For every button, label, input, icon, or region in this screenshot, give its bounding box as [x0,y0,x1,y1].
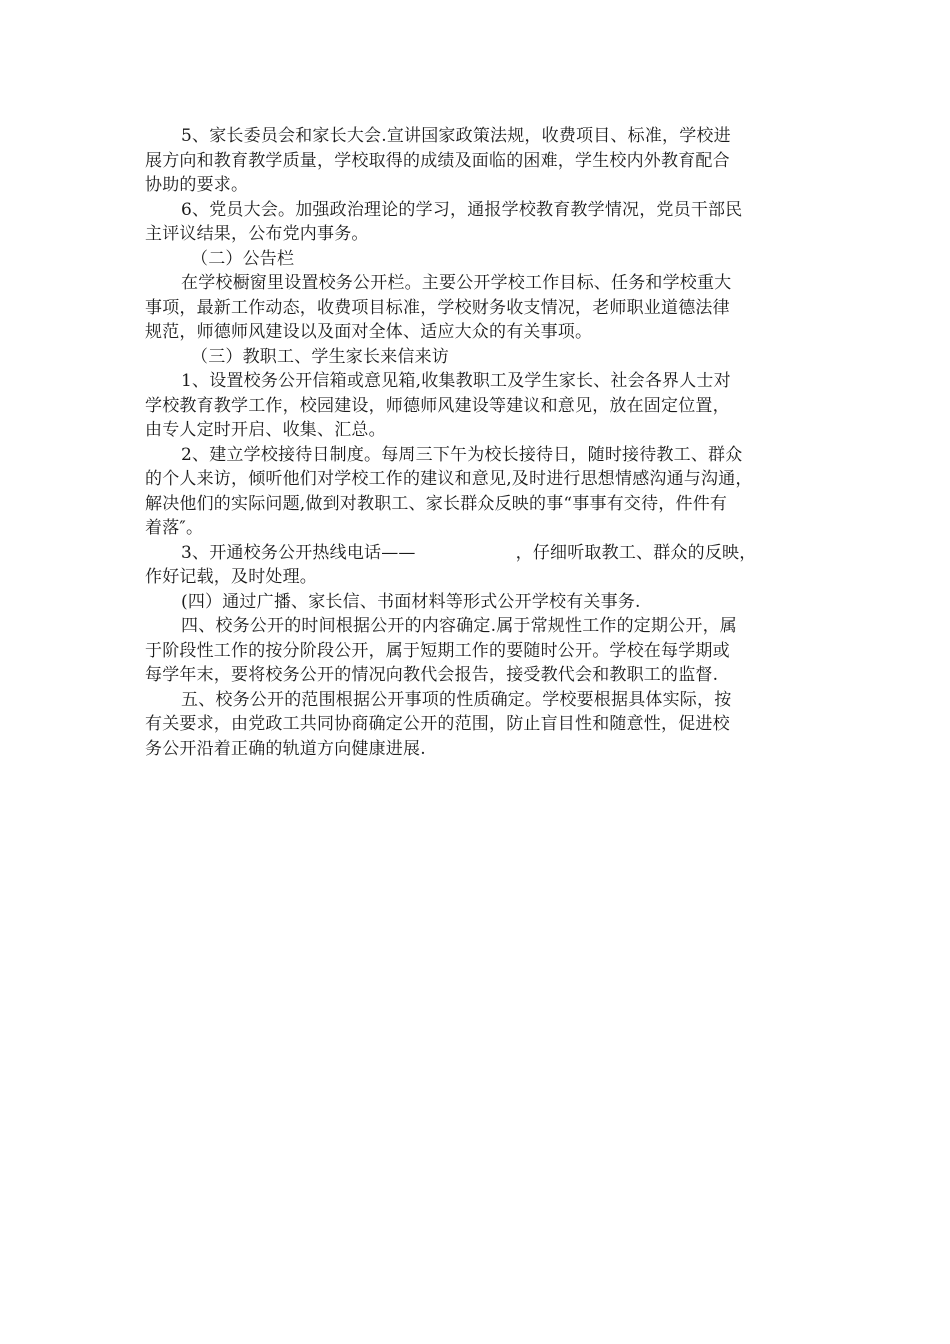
paragraph-line: 6、党员大会。加强政治理论的学习，通报学校教育教学情况，党员干部民 [181,199,743,220]
paragraph-line: 每学年末，要将校务公开的情况向教代会报告，接受教代会和教职工的监督. [145,665,719,685]
paragraph-line: 有关要求，由党政工共同协商确定公开的范围，防止盲目性和随意性，促进校 [145,714,730,734]
paragraph-line: 四、校务公开的时间根据公开的内容确定.属于常规性工作的定期公开，属 [181,616,738,636]
hotline-label: 3、开通校务公开热线电话—— [181,542,416,563]
paragraph-line: (四）通过广播、家长信、书面材料等形式公开学校有关事务. [181,591,641,612]
document-body [145,124,815,761]
paragraph-line: 学校教育教学工作，校园建设，师德师风建设等建议和意见，放在固定位置， [145,395,730,416]
paragraph-line: 五、校务公开的范围根据公开事项的性质确定。学校要根据具体实际，按 [181,689,732,710]
section-heading: （二）公告栏 [191,248,295,269]
section-heading: （三）教职工、学生家长来信来访 [191,346,449,367]
paragraph-line: 的个人来访，倾听他们对学校工作的建议和意见,及时进行思想情感沟通与沟通， [145,469,753,489]
paragraph-line: 1、设置校务公开信箱或意见箱,收集教职工及学生家长、社会各界人士对 [181,371,731,391]
paragraph-line: 5、家长委员会和家长大会.宣讲国家政策法规，收费项目、标准，学校进 [181,126,731,146]
paragraph-line: 务公开沿着正确的轨道方向健康进展. [145,738,426,759]
paragraph-line [145,541,815,566]
paragraph-line: 2、建立学校接待日制度。每周三下午为校长接待日，随时接待教工、群众 [181,444,743,465]
paragraph-line: 主评议结果，公布党内事务。 [145,224,369,244]
paragraph-line: 由专人定时开启、收集、汇总。 [145,420,386,440]
paragraph-line: 规范，师德师风建设以及面对全体、适应大众的有关事项。 [145,322,593,342]
paragraph-line: 于阶段性工作的按分阶段公开，属于短期工作的要随时公开。学校在每学期或 [145,640,730,661]
paragraph-line: 展方向和教育教学质量，学校取得的成绩及面临的困难，学生校内外教育配合 [145,150,730,171]
paragraph-line: 协助的要求。 [145,175,249,195]
paragraph-line: 作好记载，及时处理。 [145,567,317,587]
hotline-continuation: ，仔细听取教工、群众的反映， [515,542,757,563]
paragraph-line: 事项，最新工作动态，收费项目标准，学校财务收支情况，老师职业道德法律 [145,297,730,318]
paragraph-line: 在学校橱窗里设置校务公开栏。主要公开学校工作目标、任务和学校重大 [181,273,732,293]
paragraph-line: 着落″。 [145,518,204,538]
paragraph-line: 解决他们的实际问题,做到对教职工、家长群众反映的事“事事有交待，件件有 [145,493,728,514]
